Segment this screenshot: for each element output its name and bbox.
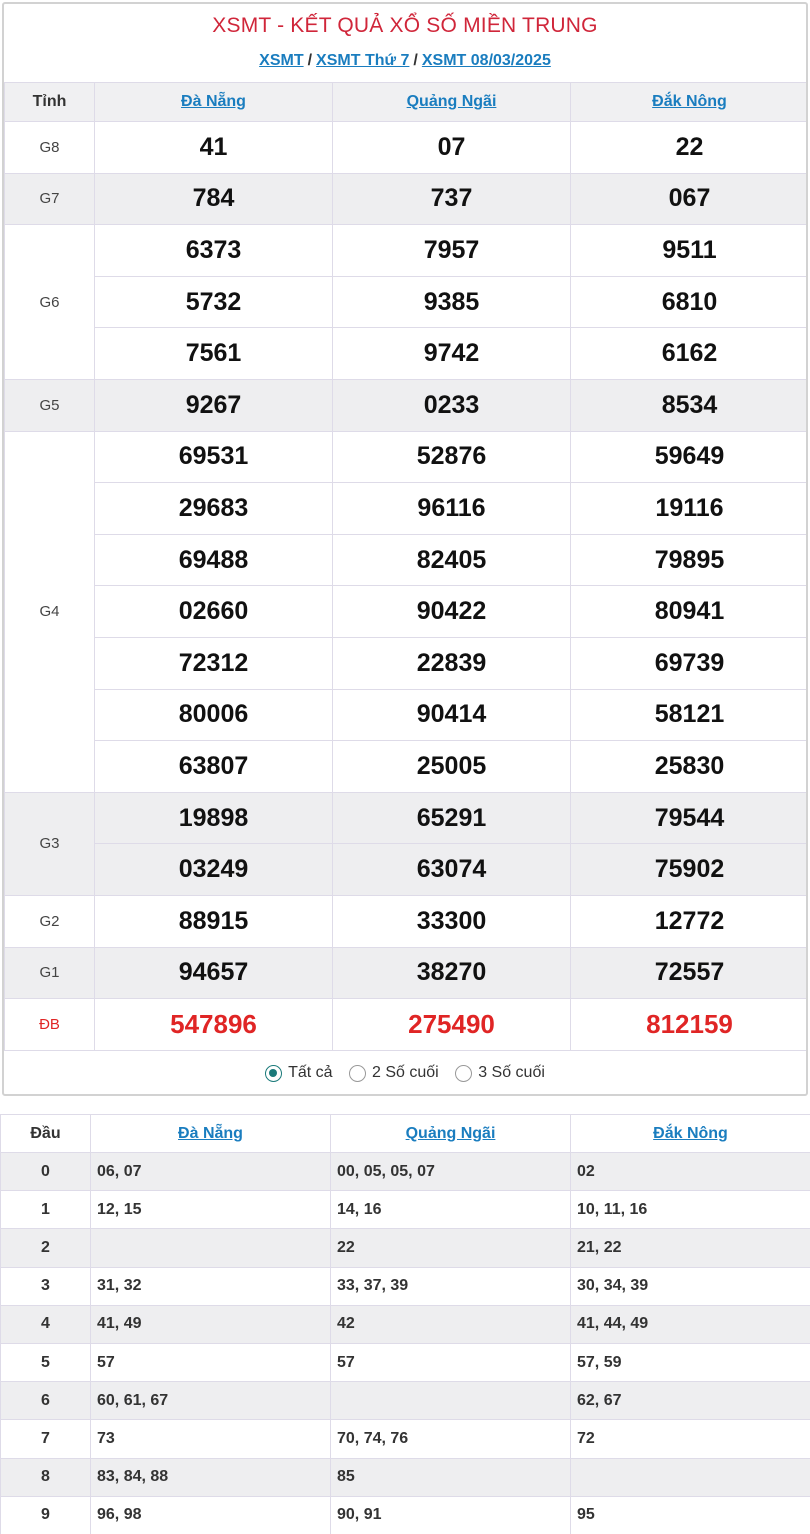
prize-number: 02660	[95, 586, 333, 638]
prize-number: 82405	[333, 534, 571, 586]
result-row	[5, 792, 809, 844]
prize-label: G5	[5, 379, 95, 431]
prize-number: 69739	[571, 637, 809, 689]
result-row	[5, 379, 809, 431]
dau-table	[0, 1114, 810, 1534]
result-row	[5, 999, 809, 1051]
prize-number: 69488	[95, 534, 333, 586]
dau-numbers: 60, 61, 67	[91, 1382, 331, 1420]
province-link-da-nang[interactable]: Đà Nẵng	[181, 93, 246, 110]
special-prize-number: 275490	[333, 999, 571, 1051]
filter-last-2-label: 2 Số cuối	[372, 1064, 439, 1081]
dau-numbers: 90, 91	[331, 1496, 571, 1534]
dau-digit: 2	[1, 1229, 91, 1267]
dau-row	[1, 1343, 810, 1381]
results-card	[2, 2, 808, 1096]
filter-all[interactable]	[265, 1064, 332, 1082]
prize-number: 22	[571, 122, 809, 174]
dau-numbers: 30, 34, 39	[571, 1267, 810, 1305]
prize-number: 07	[333, 122, 571, 174]
results-table	[4, 82, 808, 1051]
dau-numbers: 73	[91, 1420, 331, 1458]
special-prize-number: 812159	[571, 999, 809, 1051]
page-title: XSMT - KẾT QUẢ XỔ SỐ MIỀN TRUNG	[212, 14, 598, 37]
prize-number: 12772	[571, 895, 809, 947]
prize-number: 8534	[571, 379, 809, 431]
prize-number: 59649	[571, 431, 809, 483]
breadcrumb-separator: /	[413, 52, 418, 69]
filter-all-label: Tất cả	[288, 1064, 333, 1081]
dau-numbers: 06, 07	[91, 1153, 331, 1191]
dau-row	[1, 1458, 810, 1496]
filter-last-3[interactable]	[455, 1064, 545, 1082]
prize-number: 94657	[95, 947, 333, 999]
result-row	[5, 122, 809, 174]
dau-row	[1, 1229, 810, 1267]
result-row	[5, 741, 809, 793]
dau-row	[1, 1420, 810, 1458]
breadcrumb-separator: /	[307, 52, 313, 69]
dau-numbers: 02	[571, 1153, 810, 1191]
province-link-dak-nong[interactable]: Đắk Nông	[652, 93, 727, 110]
prize-number: 72312	[95, 637, 333, 689]
prize-number: 6810	[571, 276, 809, 328]
result-row	[5, 637, 809, 689]
dau-numbers: 42	[331, 1305, 571, 1343]
prize-number: 5732	[95, 276, 333, 328]
dau-numbers: 41, 44, 49	[571, 1305, 810, 1343]
prize-number: 33300	[333, 895, 571, 947]
prize-number: 38270	[333, 947, 571, 999]
prize-number: 69531	[95, 431, 333, 483]
result-row	[5, 534, 809, 586]
dau-digit: 0	[1, 1153, 91, 1191]
prize-number: 80941	[571, 586, 809, 638]
breadcrumb-date[interactable]: XSMT 08/03/2025	[421, 52, 551, 69]
dau-numbers: 70, 74, 76	[331, 1420, 571, 1458]
prize-number: 90422	[333, 586, 571, 638]
dau-numbers: 85	[331, 1458, 571, 1496]
prize-number: 7561	[95, 328, 333, 380]
dau-digit: 6	[1, 1382, 91, 1420]
dau-numbers: 62, 67	[571, 1382, 810, 1420]
dau-row	[1, 1305, 810, 1343]
dau-numbers: 57	[331, 1343, 571, 1381]
dau-digit: 8	[1, 1458, 91, 1496]
filter-last-3-label: 3 Số cuối	[478, 1064, 545, 1081]
breadcrumb-xsmt[interactable]: XSMT	[259, 52, 304, 69]
result-row	[5, 328, 809, 380]
dau-row	[1, 1382, 810, 1420]
prize-number: 52876	[333, 431, 571, 483]
dau-numbers: 21, 22	[571, 1229, 810, 1267]
dau-numbers: 57	[91, 1343, 331, 1381]
filter-last-2[interactable]	[349, 1064, 439, 1082]
dau-digit: 9	[1, 1496, 91, 1534]
dau-column-header: Đầu	[1, 1115, 91, 1153]
prize-number: 63074	[333, 844, 571, 896]
radio-checked-icon[interactable]	[265, 1065, 282, 1082]
province-link-quang-ngai[interactable]: Quảng Ngãi	[406, 93, 497, 110]
prize-number: 067	[571, 173, 809, 225]
result-row	[5, 947, 809, 999]
dau-province-link-quang-ngai[interactable]: Quảng Ngãi	[405, 1124, 496, 1142]
prize-number: 72557	[571, 947, 809, 999]
breadcrumb-xsmt-thu7[interactable]: XSMT Thứ 7	[316, 52, 410, 69]
radio-unchecked-icon[interactable]	[349, 1065, 366, 1082]
prize-number: 9385	[333, 276, 571, 328]
prize-number: 6162	[571, 328, 809, 380]
prize-number: 0233	[333, 379, 571, 431]
dau-digit: 7	[1, 1420, 91, 1458]
prize-label: G4	[5, 431, 95, 792]
dau-province-link-da-nang[interactable]: Đà Nẵng	[178, 1124, 243, 1142]
prize-number: 7957	[333, 225, 571, 277]
dau-digit: 4	[1, 1305, 91, 1343]
dau-digit: 3	[1, 1267, 91, 1305]
prize-number: 79544	[571, 792, 809, 844]
dau-row	[1, 1496, 810, 1534]
prize-number: 88915	[95, 895, 333, 947]
dau-numbers: 57, 59	[571, 1343, 810, 1381]
dau-numbers: 10, 11, 16	[571, 1191, 810, 1229]
prize-number: 9511	[571, 225, 809, 277]
prize-label: G3	[5, 792, 95, 895]
dau-numbers: 00, 05, 05, 07	[331, 1153, 571, 1191]
result-row	[5, 225, 809, 277]
prize-number: 25005	[333, 741, 571, 793]
prize-number: 79895	[571, 534, 809, 586]
result-row	[5, 276, 809, 328]
dau-numbers: 83, 84, 88	[91, 1458, 331, 1496]
prize-label: ĐB	[5, 999, 95, 1051]
prize-label: G2	[5, 895, 95, 947]
dau-numbers	[331, 1382, 571, 1420]
prize-label: G8	[5, 122, 95, 174]
prize-number: 784	[95, 173, 333, 225]
dau-province-link-dak-nong[interactable]: Đắk Nông	[653, 1124, 728, 1142]
dau-numbers: 22	[331, 1229, 571, 1267]
prize-number: 25830	[571, 741, 809, 793]
result-row	[5, 483, 809, 535]
dau-row	[1, 1191, 810, 1229]
prize-number: 96116	[333, 483, 571, 535]
prize-number: 58121	[571, 689, 809, 741]
prize-number: 90414	[333, 689, 571, 741]
dau-numbers: 31, 32	[91, 1267, 331, 1305]
result-row	[5, 431, 809, 483]
dau-digit: 5	[1, 1343, 91, 1381]
result-row	[5, 173, 809, 225]
prize-number: 63807	[95, 741, 333, 793]
prize-number: 65291	[333, 792, 571, 844]
prize-label: G6	[5, 225, 95, 380]
result-row	[5, 586, 809, 638]
prize-number: 29683	[95, 483, 333, 535]
prize-label: G1	[5, 947, 95, 999]
prize-number: 737	[333, 173, 571, 225]
result-row	[5, 895, 809, 947]
breadcrumb	[4, 52, 806, 70]
result-row	[5, 689, 809, 741]
province-column-header: Tỉnh	[5, 83, 95, 122]
dau-numbers: 14, 16	[331, 1191, 571, 1229]
prize-number: 9742	[333, 328, 571, 380]
special-prize-number: 547896	[95, 999, 333, 1051]
dau-row	[1, 1267, 810, 1305]
prize-number: 19116	[571, 483, 809, 535]
prize-number: 22839	[333, 637, 571, 689]
dau-numbers	[91, 1229, 331, 1267]
dau-numbers: 72	[571, 1420, 810, 1458]
dau-numbers: 33, 37, 39	[331, 1267, 571, 1305]
prize-number: 75902	[571, 844, 809, 896]
prize-number: 80006	[95, 689, 333, 741]
dau-numbers: 12, 15	[91, 1191, 331, 1229]
prize-number: 9267	[95, 379, 333, 431]
dau-row	[1, 1153, 810, 1191]
prize-number: 6373	[95, 225, 333, 277]
dau-numbers: 96, 98	[91, 1496, 331, 1534]
prize-label: G7	[5, 173, 95, 225]
digit-filter	[4, 1064, 806, 1087]
dau-numbers: 95	[571, 1496, 810, 1534]
dau-numbers	[571, 1458, 810, 1496]
prize-number: 19898	[95, 792, 333, 844]
dau-digit: 1	[1, 1191, 91, 1229]
result-row	[5, 844, 809, 896]
prize-number: 41	[95, 122, 333, 174]
dau-numbers: 41, 49	[91, 1305, 331, 1343]
radio-unchecked-icon[interactable]	[455, 1065, 472, 1082]
prize-number: 03249	[95, 844, 333, 896]
